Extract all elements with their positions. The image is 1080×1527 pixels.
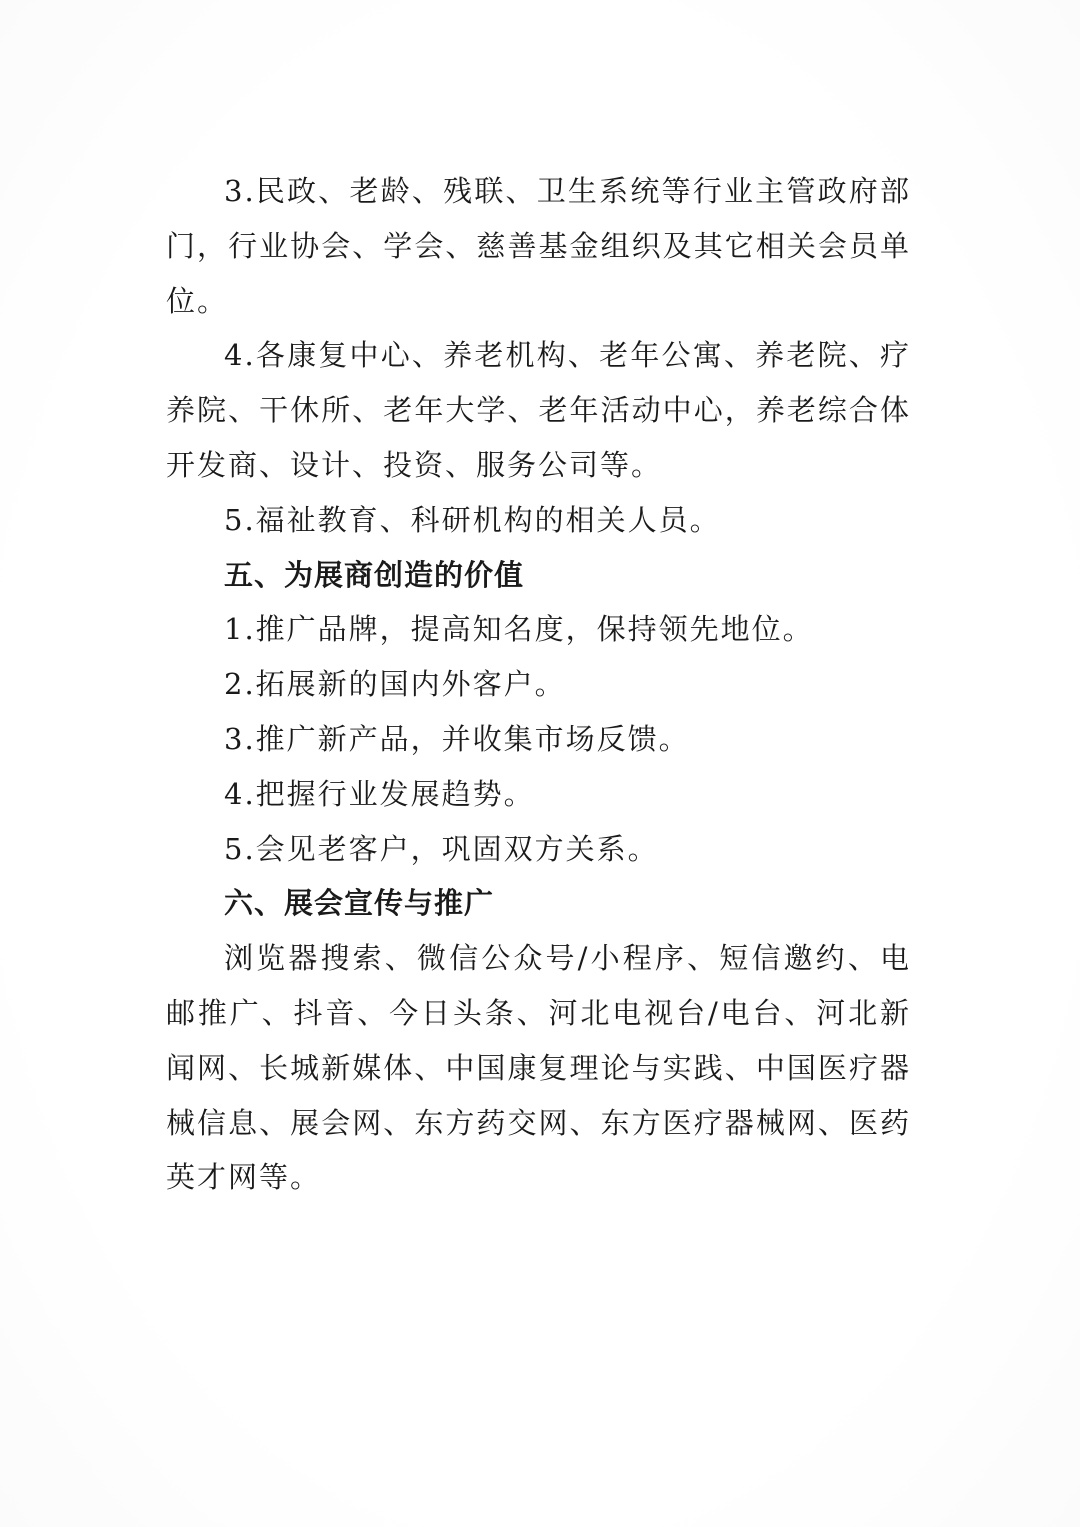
list-item: 5.会见老客户，巩固双方关系。	[224, 831, 659, 866]
paragraph-rehab-institutions: 4.各康复中心、养老机构、老年公寓、养老院、疗养院、干休所、老年大学、老年活动中心，养老综合体开发商、设计、投资、服务公司等。	[166, 338, 911, 482]
list-item: 1.推广品牌，提高知名度，保持领先地位。	[224, 612, 814, 647]
section-heading-promotion: 六、展会宣传与推广	[224, 886, 495, 921]
paragraph-education-research: 5.福祉教育、科研机构的相关人员。	[224, 502, 721, 537]
list-item: 4.把握行业发展趋势。	[224, 776, 535, 811]
list-item: 2.拓展新的国内外客户。	[224, 667, 566, 702]
paragraph-government-departments: 3.民政、老龄、残联、卫生系统等行业主管政府部门，行业协会、学会、慈善基金组织及其它相关会员单位。	[166, 174, 911, 318]
list-item: 3.推广新产品，并收集市场反馈。	[224, 721, 690, 756]
document-body	[166, 164, 911, 1205]
section-heading-exhibitor-value: 五、为展商创造的价值	[224, 557, 525, 592]
paragraph-promotion-channels: 浏览器搜索、微信公众号/小程序、短信邀约、电邮推广、抖音、今日头条、河北电视台/电台、河北新闻网、长城新媒体、中国康复理论与实践、中国医疗器械信息、展会网、东方药交网、东方医疗器械网、医药英才网等。	[166, 941, 911, 1195]
